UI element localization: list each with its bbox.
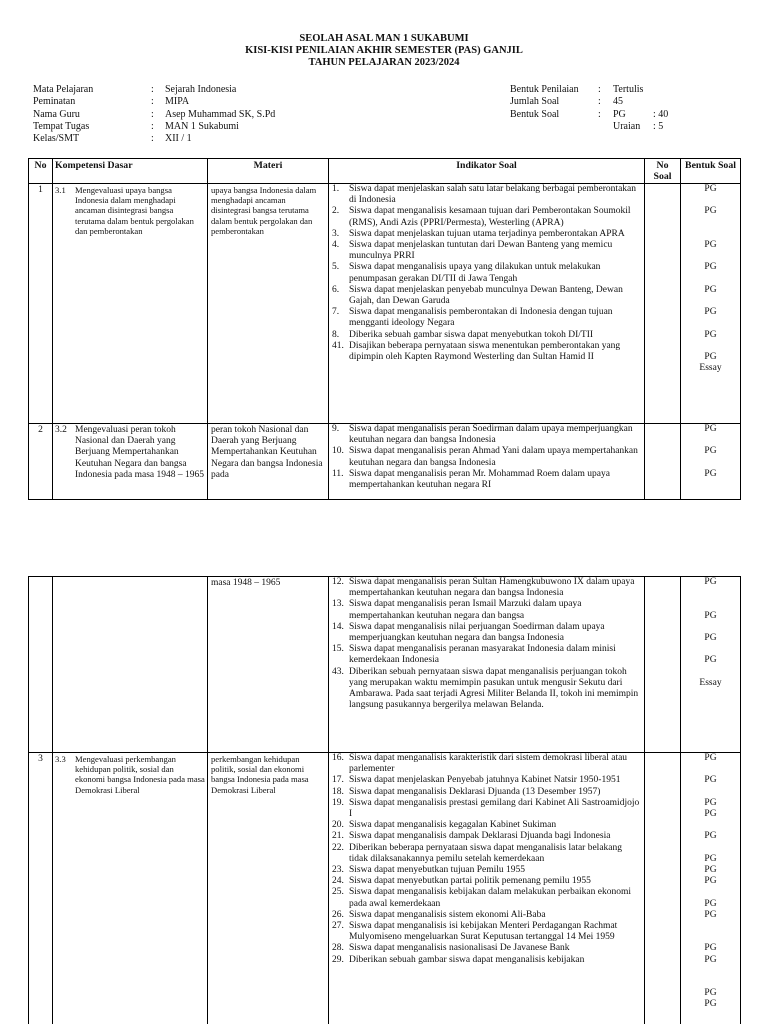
bentuk-soal-value: PG [704,240,717,251]
meta-label: Nama Guru [33,108,80,120]
meta-value: Sejarah Indonesia [165,84,237,95]
indikator-item [332,887,642,909]
indikator-number: 17. [332,775,344,786]
indikator-number: 26. [332,909,344,920]
indikator-number: 21. [332,831,344,842]
kisi-kisi-table-page-1 [28,158,741,500]
indikator-number: 22. [332,842,344,853]
bentuk-soal-value: PG [704,577,717,587]
bentuk-soal-value [681,887,740,898]
bentuk-soal-value [681,932,740,943]
indikator-item [332,469,642,491]
indikator-number: 9. [332,424,340,434]
meta-value: Uraian [613,120,641,132]
indikator-number: 3. [332,228,340,239]
bentuk-soal-value: PG [704,206,717,217]
materi-cell [208,577,329,753]
bentuk-soal-value: PG [704,853,717,864]
indikator-number: 20. [332,820,344,831]
indikator-number: 7. [332,307,340,318]
materi-cell [208,424,329,500]
bentuk-soal-value [681,458,740,469]
indikator-item [332,644,642,666]
header-no-soal: No Soal [645,159,681,184]
indikator-text: Siswa dapat menganalisis upaya yang dilakukan untuk melakukan penumpasan gerakan DI/TII di Jawa Tengah [349,262,601,284]
indikator-cell [329,753,645,1024]
bentuk-soal-value: PG [704,909,717,920]
bentuk-soal-value [681,296,740,307]
kd-text: Mengevaluasi peran tokoh Nasional dan Daerah yang Berjuang Mempertahankan Keutuhan Negara dan bangsa Indonesia pada masa 1948 – 1965 [75,425,205,480]
meta-value: Asep Muhammad SK, S.Pd [165,108,276,120]
bentuk-soal-value [681,341,740,352]
bentuk-soal-value: Essay [699,363,722,374]
kd-number: 3.3 [55,754,66,764]
bentuk-soal-value: PG [704,753,717,763]
table-row [29,753,741,1024]
kd-text: Mengevaluasi perkembangan kehidupan politik, sosial dan ekonomi bangsa Indonesia pada masa Demokrasi Liberal [75,754,205,795]
indikator-text: Siswa dapat menganalisis karakteristik dari sistem demokrasi liberal atau parlementer [349,753,628,775]
indikator-item [332,285,642,307]
indikator-number: 43. [332,666,344,677]
bentuk-soal-value: PG [704,797,717,808]
indikator-text: Siswa dapat menganalisis peran Ahmad Yani dalam upaya mempertahankan keutuhan negara dan bangsa Indonesia [349,446,638,468]
materi-text: masa 1948 – 1965 [211,578,281,588]
bentuk-soal-value: PG [704,610,717,621]
indikator-number: 25. [332,887,344,898]
meta-label: Jumlah Soal [510,96,560,108]
bentuk-soal-value [681,251,740,262]
row-number: 2 [29,424,53,500]
indikator-item [332,910,642,921]
indikator-text: Siswa dapat menganalisis pemberontakan di Indonesia dengan tujuan mengganti ideology Negara [349,307,613,329]
bentuk-soal-value [681,599,740,610]
table-row [29,577,741,753]
indikator-number: 27. [332,921,344,932]
materi-cell [208,184,329,424]
indikator-text: Diberikan beberapa pernyataan siswa dapat menganalisis latar belakang tidak dilaksanakannya pemilu setelah kemerdekaan [349,842,623,864]
meta-label: Bentuk Soal [510,108,560,120]
indikator-text: Siswa dapat menganalisis peran Soedirman dalam upaya memperjuangkan keutuhan negara dan bangsa Indonesia [349,424,633,446]
indikator-item [332,831,642,842]
indikator-cell [329,424,645,500]
meta-colon: : [151,133,154,145]
bentuk-soal-value [681,820,740,831]
indikator-number: 12. [332,577,344,587]
row-number [29,577,53,753]
bentuk-soal-value: PG [704,775,717,786]
indikator-list [329,753,644,966]
indikator-item [332,307,642,329]
indikator-text: Siswa dapat menganalisis kesamaan tujuan dari Pemberontakan Soumokil (RMS), Andi Azis (PPRI/Permesta), Westerling (APRA) [349,206,631,228]
indikator-text: Siswa dapat menganalisis peran Mr. Mohammad Roem dalam upaya mempertahankan keutuhan negara RI [349,468,610,491]
meta-row [33,109,275,121]
indikator-number: 41. [332,340,344,351]
materi-text: peran tokoh Nasional dan Daerah yang Berjuang Mempertahankan Keutuhan Negara dan bangsa Indonesia pada [211,425,323,480]
bentuk-list [681,184,740,374]
indikator-text: Diberika sebuah gambar siswa dapat menyebutkan tokoh DI/TII [349,329,594,340]
bentuk-soal-value [681,588,740,599]
indikator-item [332,341,642,363]
page-gap [0,540,768,573]
bentuk-soal-value: PG [704,352,717,363]
indikator-item [332,667,642,712]
indikator-number: 28. [332,943,344,954]
header-materi: Materi [208,159,329,184]
bentuk-soal-value [681,787,740,798]
meta-value: XII / 1 [165,133,192,145]
indikator-number: 4. [332,240,340,251]
indikator-text: Siswa dapat menganalisis nilai perjuangan Soedirman dalam upaya memperjuangkan keutuhan negara dan bangsa Indonesia [349,621,605,644]
indikator-text: Siswa dapat menganalisis prestasi gemilang dari Kabinet Ali Sastroamidjojo I [349,797,640,820]
meta-colon: : [151,96,154,108]
indikator-text: Siswa dapat menganalisis peranan masyarakat Indonesia dalam minisi kemerdekaan Indonesia [349,644,616,666]
meta-extra: : 5 [653,120,664,132]
indikator-item [332,876,642,887]
document-title: KISI-KISI PENILAIAN AKHIR SEMESTER (PAS) GANJIL [245,45,523,56]
kd-number: 3.2 [55,425,67,435]
indikator-item [332,446,642,468]
indikator-number: 11. [332,468,344,479]
bentuk-list [681,577,740,689]
indikator-number: 13. [332,599,344,610]
indikator-text: Siswa dapat menjelaskan tuntutan dari Dewan Banteng yang memicu munculnya PRRI [349,240,613,262]
bentuk-soal-value: PG [704,262,717,273]
meta-label: Kelas/SMT [33,133,80,145]
indikator-item [332,787,642,798]
bentuk-soal-value: PG [704,809,717,820]
indikator-number: 5. [332,262,340,273]
bentuk-soal-value [681,229,740,240]
row-number: 1 [29,184,53,424]
bentuk-soal-value [681,274,740,285]
bentuk-soal-value: PG [704,999,717,1010]
indikator-item [332,599,642,621]
indikator-item [332,206,642,228]
meta-colon: : [151,84,154,95]
meta-value: PG [613,108,626,120]
indikator-text: Diberikan sebuah gambar siswa dapat menganalisis kebijakan [349,954,585,965]
bentuk-soal-value [681,318,740,329]
kd-text: Mengevaluasi upaya bangsa Indonesia dalam menghadapi ancaman disintegrasi bangsa terutama dalam bentuk pergolakan dan pemberontakan [75,185,194,236]
header-bentuk-soal: Bentuk Soal [681,159,741,184]
indikator-number: 19. [332,797,344,808]
materi-cell [208,753,329,1024]
bentuk-soal-value: PG [704,633,717,644]
indikator-item [332,955,642,966]
bentuk-soal-cell [681,424,741,500]
header-indikator-soal: Indikator Soal [329,159,645,184]
academic-year: TAHUN PELAJARAN 2023/2024 [308,57,460,68]
indikator-text: Siswa dapat menjelaskan Penyebab jatuhnya Kabinet Natsir 1950-1951 [349,775,621,786]
indikator-number: 16. [332,753,344,763]
meta-right-block [510,84,668,133]
indikator-item [332,330,642,341]
bentuk-soal-cell [681,753,741,1024]
bentuk-soal-cell [681,577,741,753]
meta-value: MAN 1 Sukabumi [165,120,239,132]
indikator-item [332,820,642,831]
indikator-list [329,424,644,491]
bentuk-soal-value: PG [704,184,717,194]
bentuk-list [681,753,740,1011]
bentuk-soal-value [681,435,740,446]
indikator-item [332,921,642,943]
table-header-row [29,159,741,184]
table-row [29,424,741,500]
indikator-item [332,184,642,206]
row-number: 3 [29,753,53,1024]
meta-colon [598,121,613,133]
indikator-number: 18. [332,786,344,797]
indikator-item [332,943,642,954]
bentuk-soal-value: PG [704,831,717,842]
meta-row [33,133,275,145]
indikator-number: 14. [332,621,344,632]
bentuk-soal-value [681,921,740,932]
bentuk-soal-value [681,843,740,854]
indikator-text: Siswa dapat menganalisis Deklarasi Djuanda (13 Desember 1957) [349,786,601,797]
table-row [29,184,741,424]
header-kompetensi-dasar: Kompetensi Dasar [53,159,208,184]
indikator-item [332,775,642,786]
document-page-2 [0,573,768,1024]
indikator-item [332,577,642,599]
indikator-number: 6. [332,284,340,295]
bentuk-soal-value: PG [704,655,717,666]
indikator-item [332,622,642,644]
meta-colon: : [151,108,154,120]
materi-text: upaya bangsa Indonesia dalam menghadapi ancaman disintegrasi bangsa terutama dalam bentuk pergolakan dan pemberontakan [211,185,317,236]
bentuk-soal-value: PG [704,898,717,909]
bentuk-soal-value [681,622,740,633]
no-soal-cell [645,577,681,753]
kompetensi-dasar-cell [53,577,208,753]
indikator-item [332,240,642,262]
indikator-cell [329,577,645,753]
bentuk-soal-value: PG [704,329,717,340]
bentuk-soal-value: Essay [699,677,722,688]
indikator-text: Siswa dapat menganalisis sistem ekonomi Ali-Baba [349,909,546,920]
indikator-text: Siswa dapat menganalisis peran Ismail Marzuki dalam upaya mempertahankan keutuhan negara dan bangsa [349,599,582,621]
meta-row [510,121,668,133]
indikator-item [332,262,642,284]
meta-row [33,96,275,108]
bentuk-soal-value [681,977,740,988]
meta-label: Bentuk Penilaian [510,84,579,95]
meta-row [510,109,668,121]
no-soal-cell [645,424,681,500]
bentuk-soal-value: PG [704,284,717,295]
indikator-item [332,753,642,775]
indikator-text: Siswa dapat menyebutkan tujuan Pemilu 1955 [349,865,525,876]
indikator-item [332,424,642,446]
indikator-text: Siswa dapat menganalisis kegagalan Kabinet Sukiman [349,820,557,831]
indikator-cell [329,184,645,424]
bentuk-soal-value [681,218,740,229]
bentuk-soal-value: PG [704,424,717,434]
meta-colon: : [598,108,601,120]
bentuk-soal-value [681,195,740,206]
bentuk-soal-value: PG [704,468,717,479]
meta-label: Tempat Tugas [33,120,90,132]
meta-label [510,121,598,133]
kisi-kisi-table-page-2 [28,576,741,1024]
indikator-number: 8. [332,329,340,340]
indikator-list [329,577,644,711]
indikator-number: 2. [332,206,340,217]
meta-colon: : [151,120,154,132]
indikator-item [332,798,642,820]
bentuk-soal-value: PG [704,954,717,965]
bentuk-soal-value [681,644,740,655]
bentuk-soal-value: PG [704,446,717,457]
indikator-number: 24. [332,876,344,887]
indikator-text: Siswa dapat menganalisis dampak Deklarasi Djuanda bagi Indonesia [349,831,611,842]
no-soal-cell [645,753,681,1024]
indikator-text: Diberikan sebuah pernyataan siswa dapat menganalisis perjuangan tokoh yang merupakan waktu memimpin pasukan untuk mengusir Sekutu dari Ambarawa. Pada saat terjadi Agresi Militer Belanda II, tokoh ini memimpin langsung pasukannya bergerilya melawan Belanda. [349,666,639,711]
meta-value: Tertulis [613,84,644,95]
indikator-text: Siswa dapat menyebutkan partai politik pemenang pemilu 1955 [349,876,591,887]
indikator-text: Disajikan beberapa pernyataan siswa menentukan pemberontakan yang dipimpin oleh Kapten Raymond Westerling dan Sultan Hamid II [349,340,621,363]
indikator-text: Siswa dapat menganalisis kebijakan dalam melakukan perbaikan ekonomi pada awal kemerdekaan [349,887,632,909]
meta-label: Peminatan [33,96,76,108]
school-title: SEOLAH ASAL MAN 1 SUKABUMI [299,33,469,44]
bentuk-soal-value: PG [704,865,717,876]
meta-value: MIPA [165,96,190,108]
kompetensi-dasar-cell [53,424,208,500]
indikator-item [332,865,642,876]
indikator-text: Siswa dapat menganalisis peran Sultan Hamengkubuwono IX dalam upaya mempertahankan keutuhan negara dan bangsa Indonesia [349,577,635,599]
bentuk-soal-value: PG [704,876,717,887]
indikator-item [332,843,642,865]
indikator-text: Siswa dapat menjelaskan tujuan utama terjadinya pemberontakan APRA [349,228,625,239]
indikator-text: Siswa dapat menganalisis isi kebijakan Menteri Perdagangan Rachmat Mulyomiseno mengeluarkan Surat Keputusan tertanggal 14 Mei 1959 [349,921,618,943]
bentuk-soal-value [681,966,740,977]
kd-number: 3.1 [55,185,66,195]
meta-row [33,84,275,96]
indikator-list [329,184,644,363]
indikator-number: 29. [332,954,344,965]
indikator-number: 23. [332,865,344,876]
meta-label: Mata Pelajaran [33,84,94,95]
meta-row [510,84,668,96]
indikator-number: 1. [332,184,340,194]
meta-row [33,121,275,133]
bentuk-soal-value [681,764,740,775]
indikator-text: Siswa dapat menjelaskan penyebab munculnya Dewan Banteng, Dewan Gajah, dan Dewan Garuda [349,284,623,307]
materi-text: perkembangan kehidupan politik, sosial dan ekonomi bangsa Indonesia pada masa Demokrasi Liberal [211,754,309,795]
bentuk-soal-value [681,667,740,678]
bentuk-soal-value: PG [704,988,717,999]
meta-left-block [33,84,275,145]
meta-colon: : [598,96,601,108]
kompetensi-dasar-cell [53,184,208,424]
meta-row [510,96,668,108]
indikator-number: 15. [332,644,344,655]
indikator-text: Siswa dapat menganalisis nasionalisasi De Javanese Bank [349,943,570,954]
meta-extra: : 40 [653,108,669,120]
indikator-text: Siswa dapat menjelaskan salah satu latar belakang berbagai pemberontakan di Indonesia [349,184,636,206]
no-soal-cell [645,184,681,424]
bentuk-soal-cell [681,184,741,424]
header-no: No [29,159,53,184]
bentuk-soal-value: PG [704,943,717,954]
kompetensi-dasar-cell [53,753,208,1024]
indikator-number: 10. [332,446,344,457]
meta-value: 45 [613,96,623,108]
meta-colon: : [598,84,601,95]
bentuk-soal-value: PG [704,307,717,318]
indikator-item [332,229,642,240]
bentuk-list [681,424,740,480]
